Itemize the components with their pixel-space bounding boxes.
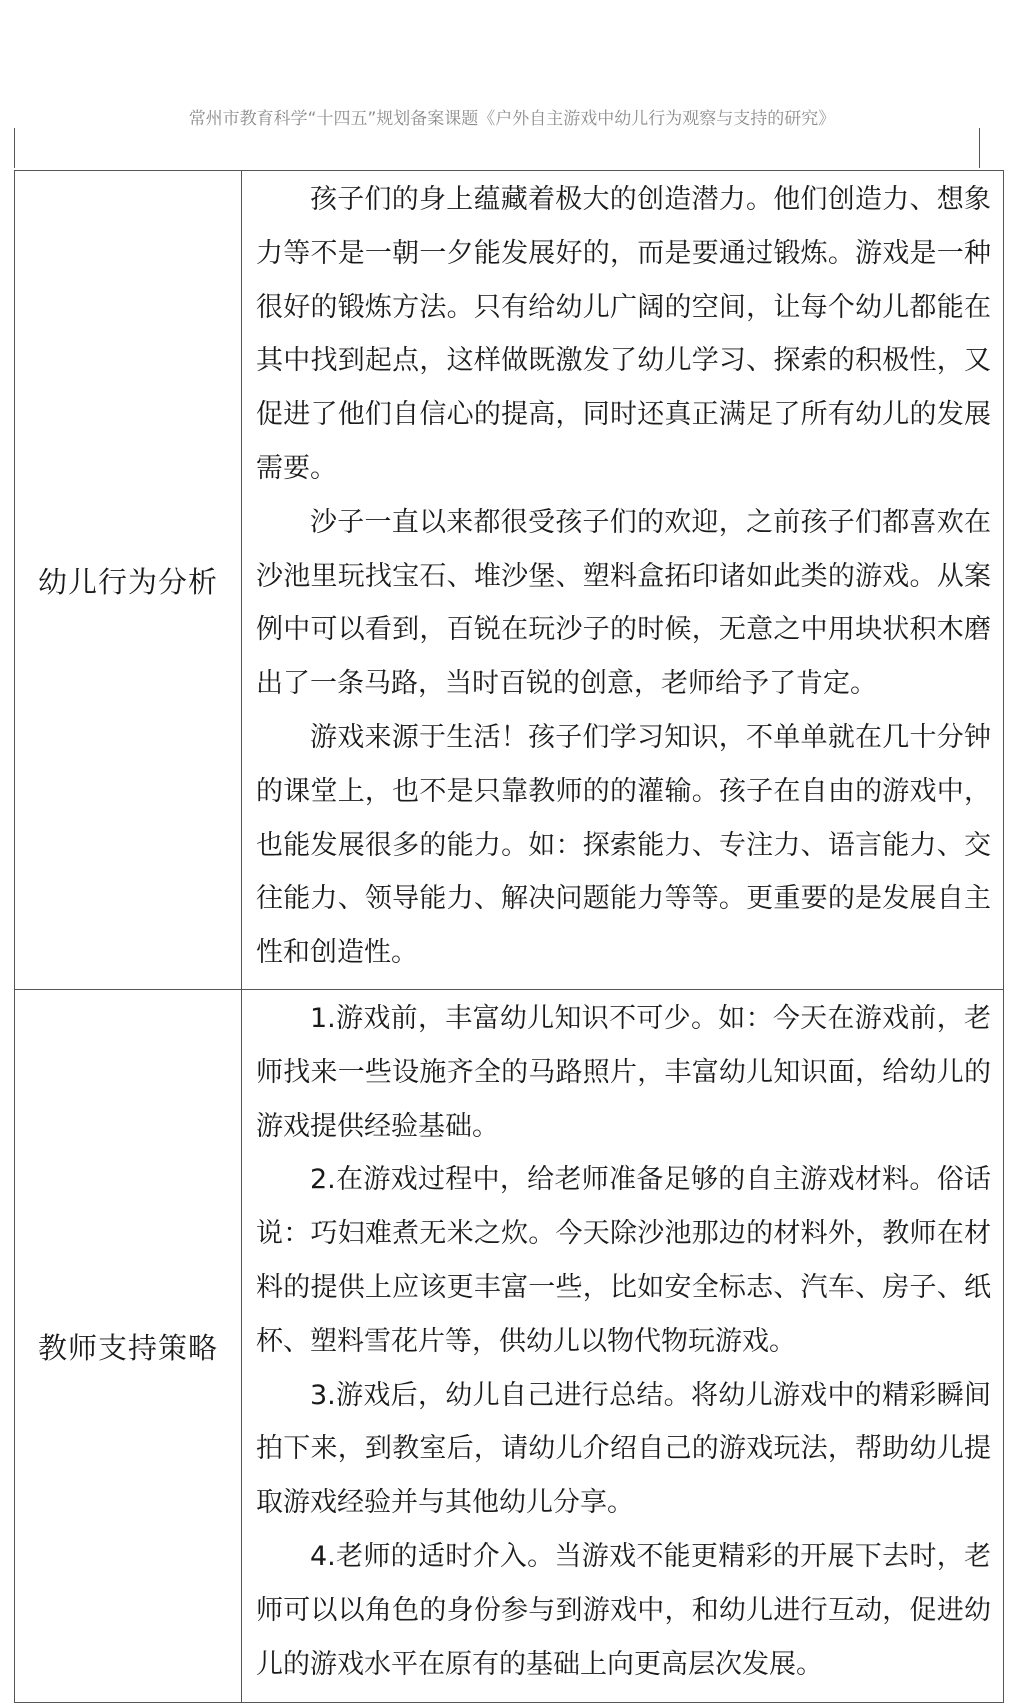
row-content-behavior-analysis [242,171,1004,990]
header-left-tick [14,128,15,168]
page-header: 常州市教育科学“十四五”规划备案课题《户外自主游戏中幼儿行为观察与支持的研究》 [188,109,836,129]
paragraph: 孩子们的身上蕴藏着极大的创造潜力。他们创造力、想象力等不是一朝一夕能发展好的，而是要通过锻炼。游戏是一种很好的锻炼方法。只有给幼儿广阔的空间，让每个幼儿都能在其中找到起点，这样做既激发了幼儿学习、探索的积极性，又促进了他们自信心的提高，同时还真正满足了所有幼儿的发展需要。 [256,184,991,484]
header-right-tick [979,128,980,168]
row-label-behavior-analysis: 幼儿行为分析 [15,171,242,990]
paragraph: 2.在游戏过程中，给老师准备足够的自主游戏材料。俗话说：巧妇难煮无米之炊。今天除沙池那边的材料外，教师在材料的提供上应该更丰富一些，比如安全标志、汽车、房子、纸杯、塑料雪花片等，供幼儿以物代物玩游戏。 [256,1164,991,1357]
paragraph: 沙子一直以来都很受孩子们的欢迎，之前孩子们都喜欢在沙池里玩找宝石、堆沙堡、塑料盒拓印诸如此类的游戏。从案例中可以看到，百锐在玩沙子的时候，无意之中用块状积木磨出了一条马路，当时百锐的创意，老师给予了肯定。 [256,506,991,700]
row-label-teacher-support: 教师支持策略 [15,990,242,1703]
paragraph: 3.游戏后，幼儿自己进行总结。将幼儿游戏中的精彩瞬间拍下来，到教室后，请幼儿介绍自己的游戏玩法，帮助幼儿提取游戏经验并与其他幼儿分享。 [256,1379,991,1519]
row-content-teacher-support [242,990,1004,1703]
table-row [15,990,1004,1703]
paragraph: 1.游戏前，丰富幼儿知识不可少。如：今天在游戏前，老师找来一些设施齐全的马路照片，丰富幼儿知识面，给幼儿的游戏提供经验基础。 [256,1003,991,1142]
paragraph: 4.老师的适时介入。当游戏不能更精彩的开展下去时，老师可以以角色的身份参与到游戏中，和幼儿进行互动，促进幼儿的游戏水平在原有的基础上向更高层次发展。 [256,1540,991,1680]
table-row [15,171,1004,990]
record-table [14,170,1004,1703]
paragraph: 游戏来源于生活！孩子们学习知识，不单单就在几十分钟的课堂上，也不是只靠教师的的灌输。孩子在自由的游戏中，也能发展很多的能力。如：探索能力、专注力、语言能力、交往能力、领导能力、解决问题能力等等。更重要的是发展自主性和创造性。 [256,721,991,969]
